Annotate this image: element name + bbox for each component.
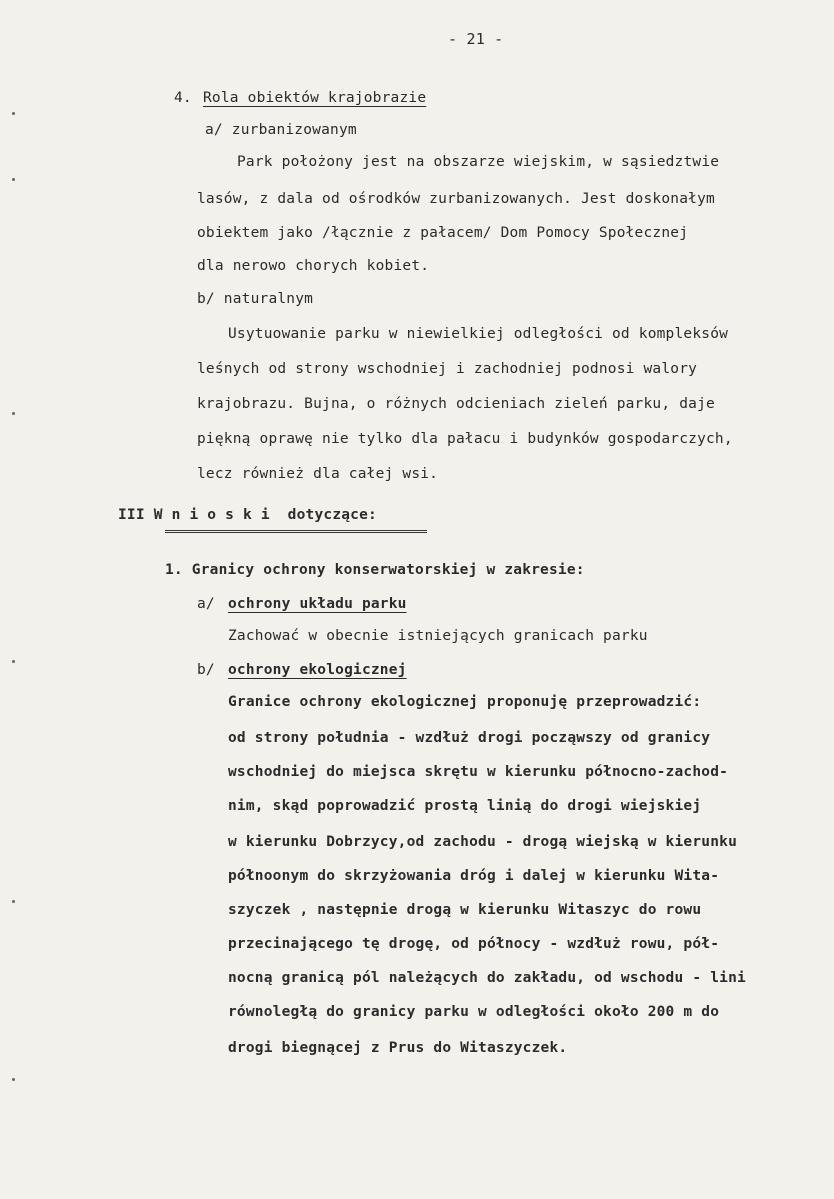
section-4-number: 4. (174, 90, 192, 106)
item-1-heading: 1. Granicy ochrony konserwatorskiej w zakresie: (165, 562, 585, 578)
margin-mark (12, 412, 15, 415)
margin-mark (12, 900, 15, 903)
paragraph-line: Usytuowanie parku w niewielkiej odległości od kompleksów (228, 326, 729, 342)
margin-mark (12, 1078, 15, 1081)
paragraph-line: Park położony jest na obszarze wiejskim, w sąsiedztwie (237, 154, 720, 170)
subsection-a-label: a/ zurbanizowanym (205, 122, 357, 138)
paragraph-line: krajobrazu. Bujna, o różnych odcieniach zieleń parku, daje (197, 396, 715, 412)
paragraph-line: półnoonym do skrzyżowania dróg i dalej w kierunku Wita- (228, 868, 720, 884)
margin-mark (12, 112, 15, 115)
paragraph-line: nim, skąd poprowadzić prostą linią do drogi wiejskiej (228, 798, 702, 814)
paragraph-line: wschodniej do miejsca skrętu w kierunku północno-zachod- (228, 764, 729, 780)
section-3-title: III W n i o s k i dotyczące: (118, 507, 377, 523)
paragraph-line: nocną granicą pól należących do zakładu, od wschodu - lini (228, 970, 746, 986)
paragraph-line: dla nerowo chorych kobiet. (197, 258, 430, 274)
margin-mark (12, 660, 15, 663)
paragraph-line: w kierunku Dobrzycy,od zachodu - drogą wiejską w kierunku (228, 834, 737, 850)
item-b-title: ochrony ekologicznej (228, 662, 407, 678)
page-number: - 21 - (448, 30, 504, 48)
paragraph-line: lecz również dla całej wsi. (197, 466, 439, 482)
paragraph-line: od strony południa - wzdłuż drogi począwszy od granicy (228, 730, 711, 746)
item-a-title: ochrony układu parku (228, 596, 407, 612)
item-b-prefix: b/ (197, 662, 215, 678)
paragraph-line: drogi biegnącej z Prus do Witaszyczek. (228, 1040, 568, 1056)
item-a-text: Zachować w obecnie istniejących granicach parku (228, 628, 648, 644)
margin-mark (12, 178, 15, 181)
paragraph-line: piękną oprawę nie tylko dla pałacu i budynków gospodarczych, (197, 431, 733, 447)
paragraph-line: leśnych od strony wschodniej i zachodniej podnosi walory (197, 361, 698, 377)
paragraph-line: lasów, z dala od ośrodków zurbanizowanych. Jest doskonałym (197, 191, 715, 207)
paragraph-line: przecinającego tę drogę, od północy - wzdłuż rowu, pół- (228, 936, 720, 952)
paragraph-line: równoległą do granicy parku w odległości około 200 m do (228, 1004, 720, 1020)
paragraph-line: szyczek , następnie drogą w kierunku Witaszyc do rowu (228, 902, 702, 918)
item-a-prefix: a/ (197, 596, 215, 612)
paragraph-line: obiektem jako /łącznie z pałacem/ Dom Pomocy Społecznej (197, 225, 689, 241)
section-4-title: Rola obiektów krajobrazie (203, 90, 427, 106)
subsection-b-label: b/ naturalnym (197, 291, 314, 307)
paragraph-line: Granice ochrony ekologicznej proponuję przeprowadzić: (228, 694, 702, 710)
double-underline (165, 530, 427, 533)
